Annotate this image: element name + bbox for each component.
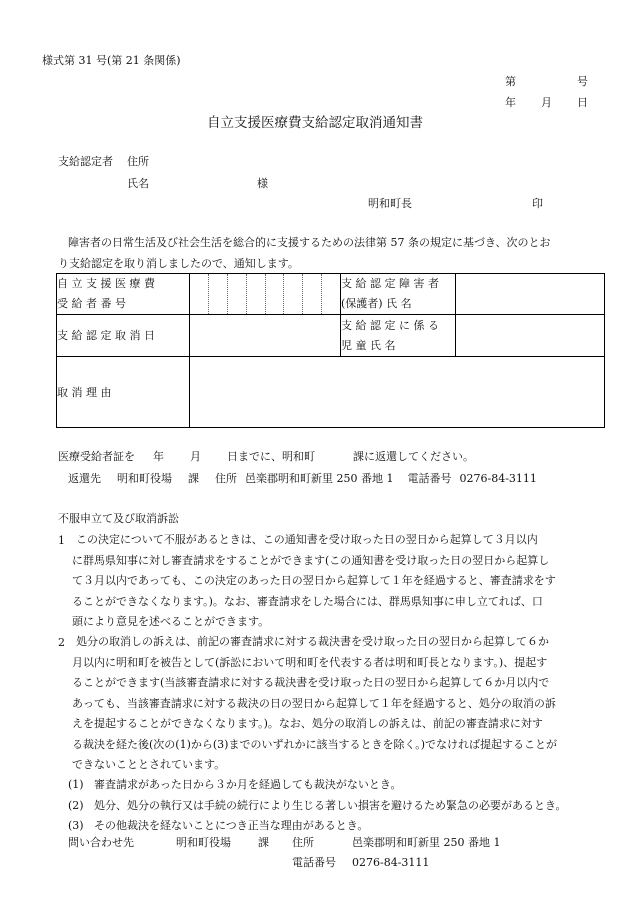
return-day: 日までに、明和町 xyxy=(227,450,315,463)
contact-phone: 0276-84-3111 xyxy=(352,856,430,869)
date-day: 日 xyxy=(577,96,588,109)
appeal-item-2 xyxy=(72,632,612,776)
guardian-name-field[interactable] xyxy=(456,274,605,315)
document-title: 自立支援医療費支給認定取消通知書 xyxy=(207,115,423,131)
label-text: 児 童 氏 名 xyxy=(341,338,396,352)
appeal-item-1 xyxy=(72,530,612,633)
paragraph-line: て３月以内であっても、この決定のあった日の翌日から起算して１年を経過すると、審査請求をす xyxy=(72,574,556,587)
subitem xyxy=(68,816,618,837)
cancel-date-label xyxy=(57,315,190,357)
address-label: 住所 xyxy=(127,155,149,168)
doc-number-dai: 第 xyxy=(505,75,516,88)
return-phone-label: 電話番号 xyxy=(407,472,452,485)
subitem xyxy=(68,775,618,796)
label-text: 支 給 認 定 取 消 日 xyxy=(57,329,155,342)
date-month: 月 xyxy=(541,96,552,109)
form-reference: 様式第 31 号(第 21 条関係) xyxy=(42,54,181,67)
digit-box xyxy=(322,274,340,314)
digit-box xyxy=(190,274,209,314)
cancellation-table xyxy=(56,273,605,428)
beneficiary-number-field[interactable] xyxy=(190,274,341,315)
label-text: 取 消 理 由 xyxy=(57,385,112,399)
paragraph-line: ることができなくなります。)。なお、審査請求をした場合には、群馬県知事に申し立てれば、口 xyxy=(72,594,543,608)
paragraph-line: この決定について不服があるときは、この通知書を受け取った日の翌日から起算して３月以内 xyxy=(76,533,538,546)
label-text: 支 給 認 定 障 害 者 xyxy=(341,277,439,290)
contact-address-label: 住所 xyxy=(292,836,314,849)
contact-phone-label: 電話番号 xyxy=(292,856,336,869)
label-text: 自 立 支 援 医 療 費 xyxy=(57,277,155,290)
return-address-label: 住所 xyxy=(215,472,237,485)
beneficiary-number-label xyxy=(57,274,190,315)
date-year: 年 xyxy=(505,96,516,109)
return-ka: 課 xyxy=(188,472,199,485)
subitem-number: (2) xyxy=(68,798,84,812)
return-month: 月 xyxy=(190,450,201,463)
paragraph-line: 月以内に明和町を被告として(訴訟において明和町を代表する者は明和町長となります。)、提起す xyxy=(72,655,548,669)
return-office: 明和町役場 xyxy=(117,472,172,485)
contact-office: 明和町役場 xyxy=(176,836,231,849)
appeal-heading: 不服申立て及び取消訴訟 xyxy=(58,512,179,525)
paragraph-line: あっても、当該審査請求に対する裁決の日の翌日から起算して１年を経過すると、処分の取消の訴 xyxy=(72,696,556,710)
return-phone: 0276-84-3111 xyxy=(459,472,537,485)
paragraph-line: 頭により意見を述べることができます。 xyxy=(72,615,270,628)
label-text: (保護者) 氏 名 xyxy=(341,297,412,310)
intro-line: 障害者の日常生活及び社会生活を総合的に支援するための法律第 57 条の規定に基づき、次のとお xyxy=(68,236,551,249)
digit-box xyxy=(209,274,228,314)
digit-box xyxy=(303,274,322,314)
cancel-reason-label xyxy=(57,357,190,428)
contact-ka: 課 xyxy=(258,836,269,849)
paragraph-line: ることができます(当該審査請求に対する裁決書を受け取った日の翌日から起算して６か月以内で xyxy=(72,676,550,689)
subitem-text: その他裁決を経ないことにつき正当な理由があるとき。 xyxy=(94,819,369,832)
contact-address: 邑楽郡明和町新里 250 番地 1 xyxy=(352,836,501,849)
doc-number-go: 号 xyxy=(577,75,588,88)
label-text: 受 給 者 番 号 xyxy=(57,297,126,310)
contact-label: 問い合わせ先 xyxy=(68,836,134,849)
digit-box xyxy=(247,274,266,314)
subitem-number: (1) xyxy=(68,778,84,791)
return-ka: 課に返還してください。 xyxy=(353,450,474,463)
subitem-text: 審査請求があった日から３か月を経過しても裁決がないとき。 xyxy=(94,778,402,791)
appeal-subitems xyxy=(68,775,618,837)
label-line xyxy=(57,294,189,314)
subitem-number: (3) xyxy=(68,819,84,832)
intro-text xyxy=(58,233,618,274)
cancel-date-field[interactable] xyxy=(190,315,341,357)
label-line xyxy=(57,274,189,294)
paragraph-line: に群馬県知事に対し審査請求をすることができます(この通知書を受け取った日の翌日から起算し xyxy=(72,553,550,567)
return-year: 年 xyxy=(153,450,164,463)
issuer-name: 明和町長 xyxy=(368,197,412,210)
child-name-field[interactable] xyxy=(456,315,605,357)
paragraph-line: えを提起することができなくなります。)。なお、処分の取消しの訴えは、前記の審査請求に対す xyxy=(72,717,543,730)
subitem-text: 処分、処分の執行又は手続の続行により生じる著しい損害を避けるため緊急の必要があるとき。 xyxy=(94,798,567,812)
digit-box xyxy=(266,274,285,314)
return-text: 医療受給者証を xyxy=(58,450,135,463)
intro-line: り支給認定を取り消しましたので、通知します。 xyxy=(58,256,299,270)
return-address: 邑楽郡明和町新里 250 番地 1 xyxy=(245,472,394,485)
cancel-reason-field[interactable] xyxy=(190,357,605,428)
digit-box xyxy=(284,274,303,314)
guardian-name-label xyxy=(341,274,456,315)
return-destination-label: 返還先 xyxy=(68,472,101,485)
paragraph-line: 処分の取消しの訴えは、前記の審査請求に対する裁決書を受け取った日の翌日から起算して６か xyxy=(76,635,549,648)
recipient-label: 支給認定者 xyxy=(58,155,113,168)
honorific: 様 xyxy=(257,177,268,190)
child-name-label xyxy=(341,315,456,357)
return-line-2 xyxy=(68,473,537,484)
label-text: 支 給 認 定 に 係 る xyxy=(341,318,439,332)
digit-box xyxy=(228,274,247,314)
item-1-number: 1 xyxy=(58,534,65,547)
return-line-1 xyxy=(58,451,474,462)
digit-boxes xyxy=(190,274,340,314)
paragraph-line: る裁決を経た後(次の(1)から(3)までのいずれかに該当するときを除く。)でなければ提起することが xyxy=(72,737,558,751)
seal-mark: 印 xyxy=(532,197,543,210)
item-2-number: 2 xyxy=(58,636,65,649)
paragraph-line: できないこととされています。 xyxy=(72,758,226,771)
subitem xyxy=(68,796,618,817)
name-label: 氏名 xyxy=(127,177,149,190)
